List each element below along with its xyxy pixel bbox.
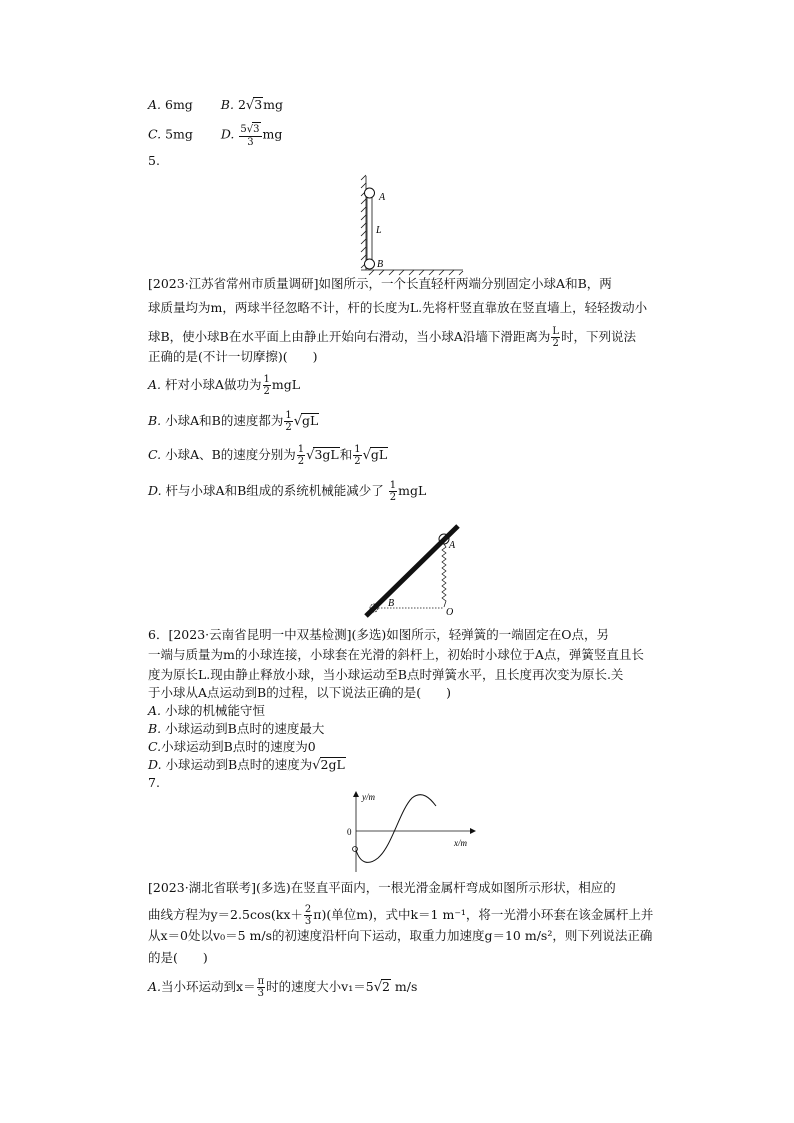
q6-option-a (148, 703, 265, 719)
q4-opt-d-den: 3 (247, 137, 254, 148)
rod (367, 194, 372, 262)
q6-line4: 于小球从A点运动到B的过程，以下说法正确的是( ) (148, 685, 451, 700)
q4-opt-b-coef: 2 (237, 97, 246, 112)
q6-option-b-text: 小球运动到B点时的速度最大 (165, 721, 325, 736)
q4-opt-b-radicand: 3 (254, 97, 263, 112)
q5-line3-tail: 时，下列说法 (561, 329, 637, 344)
q5-line3 (148, 326, 636, 349)
q6-option-d-radicand: 2gL (320, 757, 345, 772)
q7-line2-tail: π)(单位m)，式中k＝1 m⁻¹，将一光滑小环套在该金属杆上并 (313, 907, 654, 922)
q5-option-a-unit: mgL (271, 377, 301, 392)
q4-opt-c: 5mg (165, 126, 193, 142)
q7-option-a-label: A. (148, 979, 162, 994)
q4-opt-a-label: A. (148, 97, 162, 112)
q7-line2: 曲线方程为y＝2.5cos(kx＋ $\frac{2}{3}$ π)(单位m)，式中k＝1 m⁻¹，将一光滑小环套在该金属杆上并 (148, 904, 654, 927)
q4-opt-b-label: B. (220, 97, 234, 112)
q7-option-a-unit: m/s (390, 979, 418, 994)
q7-number: 7. (148, 775, 160, 790)
q5-option-a: A. 杆对小球A做功为 $\frac{1}{2}$ mgL (148, 374, 301, 397)
q7-line1: [2023·湖北省联考](多选)在竖直平面内，一根光滑金属杆弯成如图所示形状，相应的 (148, 880, 616, 895)
q6-option-d-text: 小球运动到B点时的速度为 (165, 757, 313, 772)
label-b: B (388, 598, 395, 609)
q5-option-b: B. 小球A和B的速度都为 $\frac{1}{2}$ √gL (148, 410, 319, 433)
q6-option-d-label: D. (148, 757, 162, 772)
q5-option-d-label: D. (148, 483, 162, 498)
q6-option-c (148, 739, 316, 755)
q7-option-a-mid: 时的速度大小v₁＝5 (266, 979, 374, 994)
y-axis-arrow (353, 791, 359, 797)
q5-line2: 球质量均为m，两球半径忽略不计，杆的长度为L.先将杆竖直靠放在竖直墙上，轻轻拨动小 (148, 300, 648, 315)
q5-option-b-label: B. (148, 413, 162, 428)
q6-option-d: D. 小球运动到B点时的速度为√2gL (148, 757, 345, 773)
q4-opt-d-unit: mg (262, 126, 283, 142)
label-a: A (449, 540, 456, 551)
ball-b (365, 259, 375, 269)
q6-line2: 一端与质量为m的小球连接，小球套在光滑的斜杆上，初始时小球位于A点，弹簧竖直且长 (148, 647, 644, 662)
q5-option-a-text: 杆对小球A做功为 (165, 377, 262, 392)
q4-options-row1: A. 6mg B. 2√3mg (148, 97, 283, 113)
wall-hatch (361, 175, 366, 270)
floor-hatch (361, 270, 463, 275)
x-axis-arrow (470, 828, 476, 834)
label-b: B (377, 259, 384, 270)
origin-label: 0 (347, 827, 352, 837)
q5-option-d-unit: mgL (398, 483, 427, 498)
q5-number: 5. (148, 153, 160, 168)
q6-option-b-label: B. (148, 721, 162, 736)
label-a: A (379, 192, 386, 203)
q5-option-b-text: 小球A和B的速度都为 (165, 413, 284, 428)
q5-option-c-text: 小球A、B的速度分别为 (165, 447, 296, 462)
curve (356, 795, 436, 863)
q5-option-c-and: 和 (339, 447, 353, 462)
q5-line3-fraction: $\frac{L}{2}$ (552, 326, 560, 349)
label-o: O (446, 607, 454, 618)
q7-option-a: A.当小环运动到x＝ $\frac{\pi}{3}$ 时的速度大小v₁＝5√2 m/s (148, 976, 418, 999)
q5-line3-text: 球B，使小球B在水平面上由静止开始向右滑动，当小球A沿墙下滑距离为 (148, 329, 551, 344)
slanted-rod (366, 526, 458, 616)
q6-option-c-label: C. (148, 739, 162, 754)
q5-figure (355, 172, 475, 277)
q4-opt-a: 6mg (165, 97, 193, 112)
q6-option-a-label: A. (148, 703, 162, 718)
q7-option-a-radicand: 2 (381, 979, 390, 994)
small-ring (353, 847, 358, 852)
q5-option-c: C. 小球A、B的速度分别为 $\frac{1}{2}$ √3gL和 $\frac{1}{2}$ √gL (148, 444, 388, 467)
q5-option-a-label: A. (148, 377, 162, 392)
q5-option-c-radicand1: 3gL (314, 447, 339, 462)
q5-option-d-text: 杆与小球A和B组成的系统机械能减少了 (165, 483, 384, 498)
q4-opt-c-label: C. (148, 126, 162, 142)
x-label: x/m (454, 838, 467, 848)
q5-option-c-radicand2: gL (370, 447, 388, 462)
spring-vertical (442, 544, 446, 607)
ball-a (365, 188, 375, 198)
q5-option-d: D. 杆与小球A和B组成的系统机械能减少了 $\frac{1}{2}$ mgL (148, 480, 427, 503)
q6-figure (360, 522, 470, 622)
q6-option-c-text: 小球运动到B点时的速度为0 (161, 739, 316, 754)
q6-option-b (148, 721, 324, 737)
q4-opt-d-label: D. (220, 126, 235, 142)
q4-opt-b-unit: mg (263, 97, 283, 112)
q5-option-c-label: C. (148, 447, 162, 462)
q7-line4: 的是( ) (148, 950, 208, 965)
q4-opt-d-num-radicand: 3 (253, 124, 260, 135)
q4-opt-d-num-coef: 5 (240, 124, 247, 135)
q7-line3: 从x＝0处以v₀＝5 m/s的初速度沿杆向下运动，取重力加速度g＝10 m/s²，则下列说法正确 (148, 928, 653, 943)
label-l: L (376, 225, 382, 236)
q4-opt-d-fraction: $\frac{5√3}{3}$ (240, 124, 260, 148)
q6-line3: 度为原长L.现由静止释放小球，当小球运动至B点时弹簧水平，且长度再次变为原长.关 (148, 667, 624, 682)
q7-line2-text: 曲线方程为y＝2.5cos(kx＋ (148, 907, 303, 922)
q5-line1: [2023·江苏省常州市质量调研]如图所示，一个长直轻杆两端分别固定小球A和B，两 (148, 276, 612, 291)
q7-figure (340, 788, 480, 873)
q4-options-row2 (148, 122, 282, 148)
q6-option-a-text: 小球的机械能守恒 (165, 703, 266, 718)
q7-option-a-text: 当小环运动到x＝ (161, 979, 256, 994)
q5-line4: 正确的是(不计一切摩擦)( ) (148, 349, 318, 364)
q6-line1: 6．[2023·云南省昆明一中双基检测](多选)如图所示，轻弹簧的一端固定在O点，另 (148, 627, 609, 642)
q5-option-b-radicand: gL (302, 413, 319, 428)
y-label: y/m (362, 792, 375, 802)
